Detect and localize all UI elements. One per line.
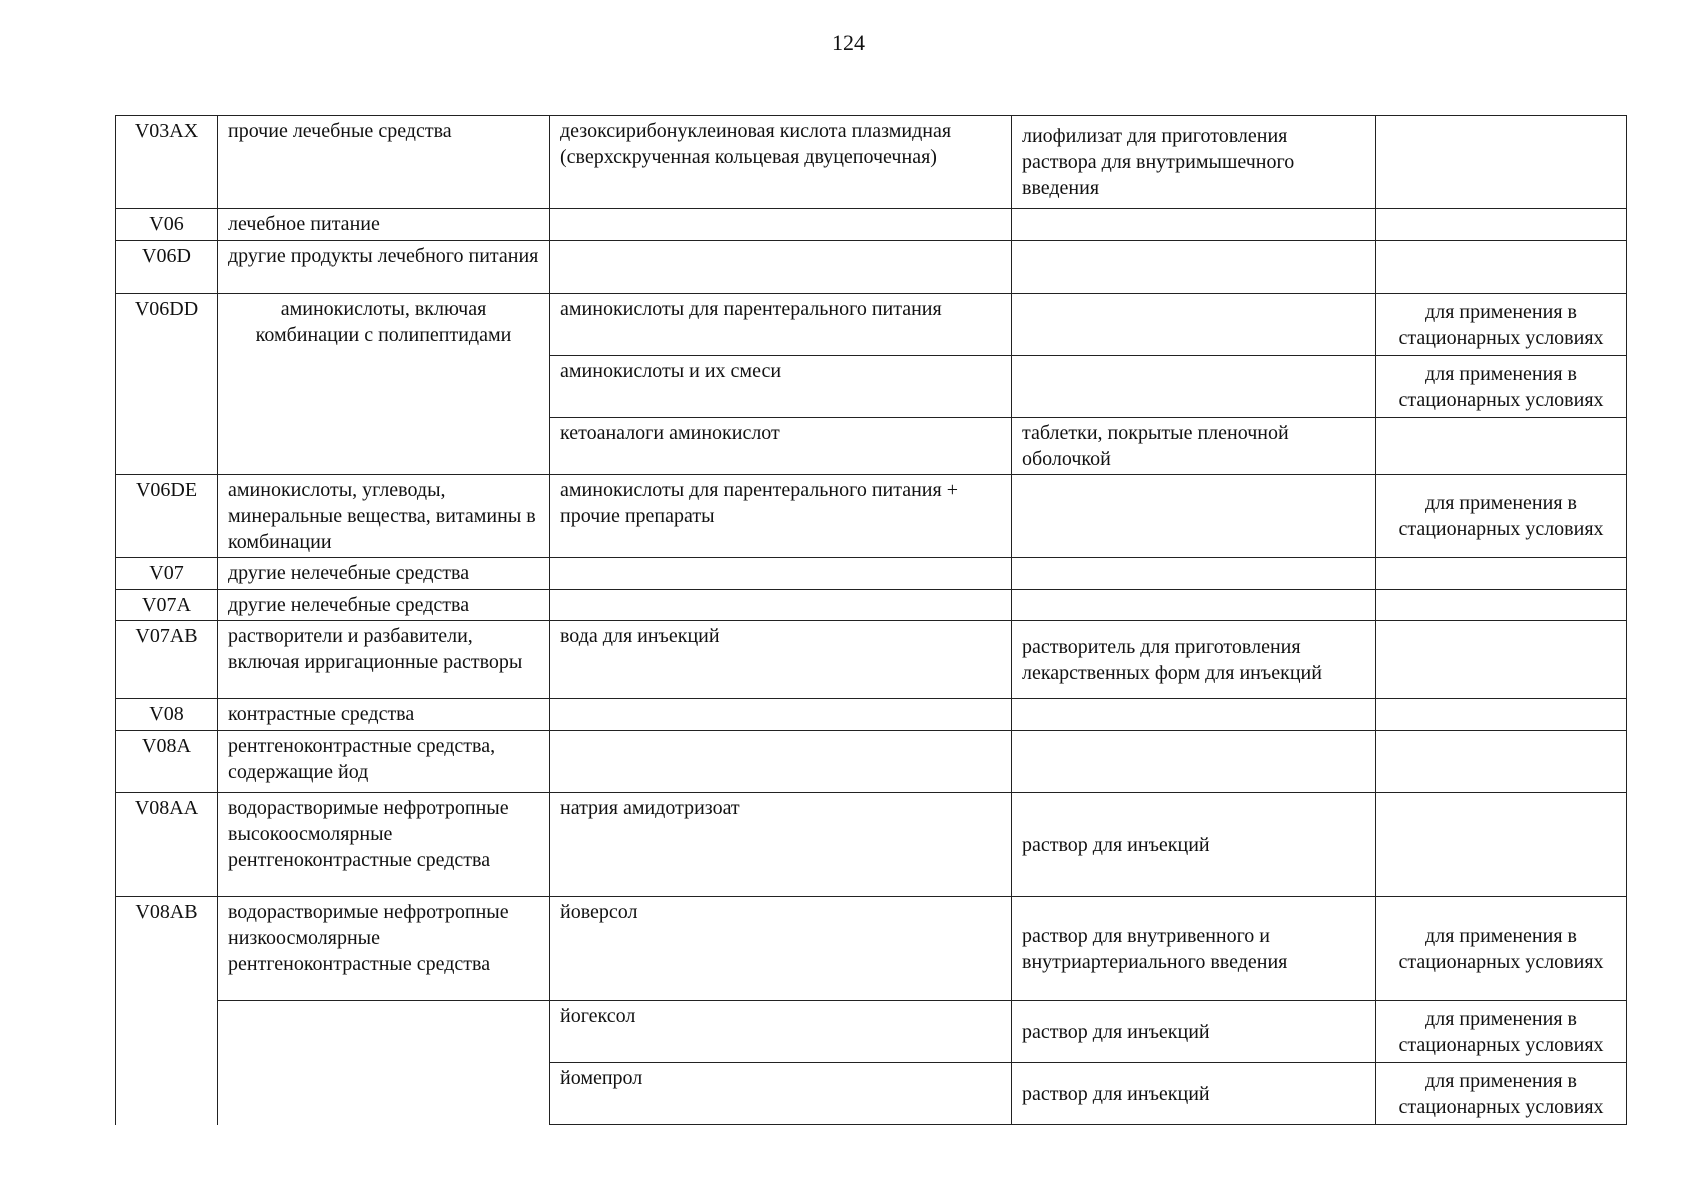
- group-name: аминокислоты, включая комбинации с полипептидами: [218, 294, 550, 475]
- group-name: другие продукты лечебного питания: [218, 241, 550, 294]
- note: [1376, 621, 1627, 699]
- drug-name: [550, 731, 1012, 793]
- table-row: [116, 558, 1627, 590]
- group-name: рентгеноконтрастные средства, содержащие йод: [218, 731, 550, 793]
- drug-name: натрия амидотризоат: [550, 793, 1012, 897]
- atc-code: V06: [116, 209, 218, 241]
- dosage-form: [1012, 294, 1376, 356]
- dosage-form: [1012, 356, 1376, 418]
- note: [1376, 241, 1627, 294]
- dosage-form: [1012, 731, 1376, 793]
- note: [1376, 209, 1627, 241]
- note: для применения в стационарных условиях: [1376, 475, 1627, 558]
- table-row: [116, 475, 1627, 558]
- drug-name: йомепрол: [550, 1063, 1012, 1125]
- dosage-form: [1012, 241, 1376, 294]
- drug-name: [550, 209, 1012, 241]
- dosage-form: [1012, 475, 1376, 558]
- atc-code: V08AA: [116, 793, 218, 897]
- drug-name: аминокислоты для парентерального питания: [550, 294, 1012, 356]
- dosage-form: лиофилизат для приготовления раствора для внутримышечного введения: [1012, 116, 1376, 209]
- note: для применения в стационарных условиях: [1376, 1063, 1627, 1125]
- dosage-form: раствор для внутривенного и внутриартериального введения: [1012, 897, 1376, 1001]
- group-name: водорастворимые нефротропные низкоосмолярные рентгеноконтрастные средства: [218, 897, 550, 1001]
- table-row: [116, 209, 1627, 241]
- note: [1376, 793, 1627, 897]
- group-name: другие нелечебные средства: [218, 558, 550, 590]
- group-name: прочие лечебные средства: [218, 116, 550, 209]
- drug-name: [550, 590, 1012, 621]
- atc-code: V08AB: [116, 897, 218, 1125]
- drug-name: йогексол: [550, 1001, 1012, 1063]
- atc-code: V08A: [116, 731, 218, 793]
- drug-name: дезоксирибонуклеиновая кислота плазмидная (сверхскрученная кольцевая двуцепочечная): [550, 116, 1012, 209]
- table-row: [116, 1001, 1627, 1063]
- table-row: [116, 699, 1627, 731]
- atc-code: V07AB: [116, 621, 218, 699]
- note: [1376, 558, 1627, 590]
- dosage-form: [1012, 699, 1376, 731]
- atc-code: V06DD: [116, 294, 218, 475]
- atc-code: V03AX: [116, 116, 218, 209]
- table-row: [116, 590, 1627, 621]
- group-name: растворители и разбавители, включая ирригационные растворы: [218, 621, 550, 699]
- dosage-form: [1012, 590, 1376, 621]
- group-name-continued: [218, 1001, 550, 1125]
- drug-name: [550, 241, 1012, 294]
- table-row: [116, 793, 1627, 897]
- drug-name: йоверсол: [550, 897, 1012, 1001]
- drug-name: аминокислоты для парентерального питания + прочие препараты: [550, 475, 1012, 558]
- dosage-form: [1012, 209, 1376, 241]
- note: для применения в стационарных условиях: [1376, 897, 1627, 1001]
- drug-list-table: [115, 115, 1627, 1125]
- table-row: [116, 897, 1627, 1001]
- atc-code: V08: [116, 699, 218, 731]
- group-name: лечебное питание: [218, 209, 550, 241]
- group-name: аминокислоты, углеводы, минеральные вещества, витамины в комбинации: [218, 475, 550, 558]
- dosage-form: раствор для инъекций: [1012, 793, 1376, 897]
- group-name: водорастворимые нефротропные высокоосмолярные рентгеноконтрастные средства: [218, 793, 550, 897]
- page-number: 124: [832, 30, 865, 55]
- dosage-form: раствор для инъекций: [1012, 1063, 1376, 1125]
- drug-name: [550, 558, 1012, 590]
- atc-code: V06D: [116, 241, 218, 294]
- drug-name: [550, 699, 1012, 731]
- dosage-form: таблетки, покрытые пленочной оболочкой: [1012, 418, 1376, 475]
- note: для применения в стационарных условиях: [1376, 1001, 1627, 1063]
- drug-name: вода для инъекций: [550, 621, 1012, 699]
- drug-name: аминокислоты и их смеси: [550, 356, 1012, 418]
- dosage-form: [1012, 558, 1376, 590]
- note: [1376, 699, 1627, 731]
- table-row: [116, 116, 1627, 209]
- table-row: [116, 621, 1627, 699]
- table-row: [116, 731, 1627, 793]
- atc-code: V06DE: [116, 475, 218, 558]
- note: для применения в стационарных условиях: [1376, 356, 1627, 418]
- atc-code: V07: [116, 558, 218, 590]
- group-name: контрастные средства: [218, 699, 550, 731]
- atc-code: V07A: [116, 590, 218, 621]
- drug-name: кетоаналоги аминокислот: [550, 418, 1012, 475]
- dosage-form: раствор для инъекций: [1012, 1001, 1376, 1063]
- note: для применения в стационарных условиях: [1376, 294, 1627, 356]
- group-name: другие нелечебные средства: [218, 590, 550, 621]
- table-row: [116, 294, 1627, 356]
- note: [1376, 731, 1627, 793]
- dosage-form: растворитель для приготовления лекарственных форм для инъекций: [1012, 621, 1376, 699]
- note: [1376, 418, 1627, 475]
- note: [1376, 590, 1627, 621]
- table-row: [116, 241, 1627, 294]
- note: [1376, 116, 1627, 209]
